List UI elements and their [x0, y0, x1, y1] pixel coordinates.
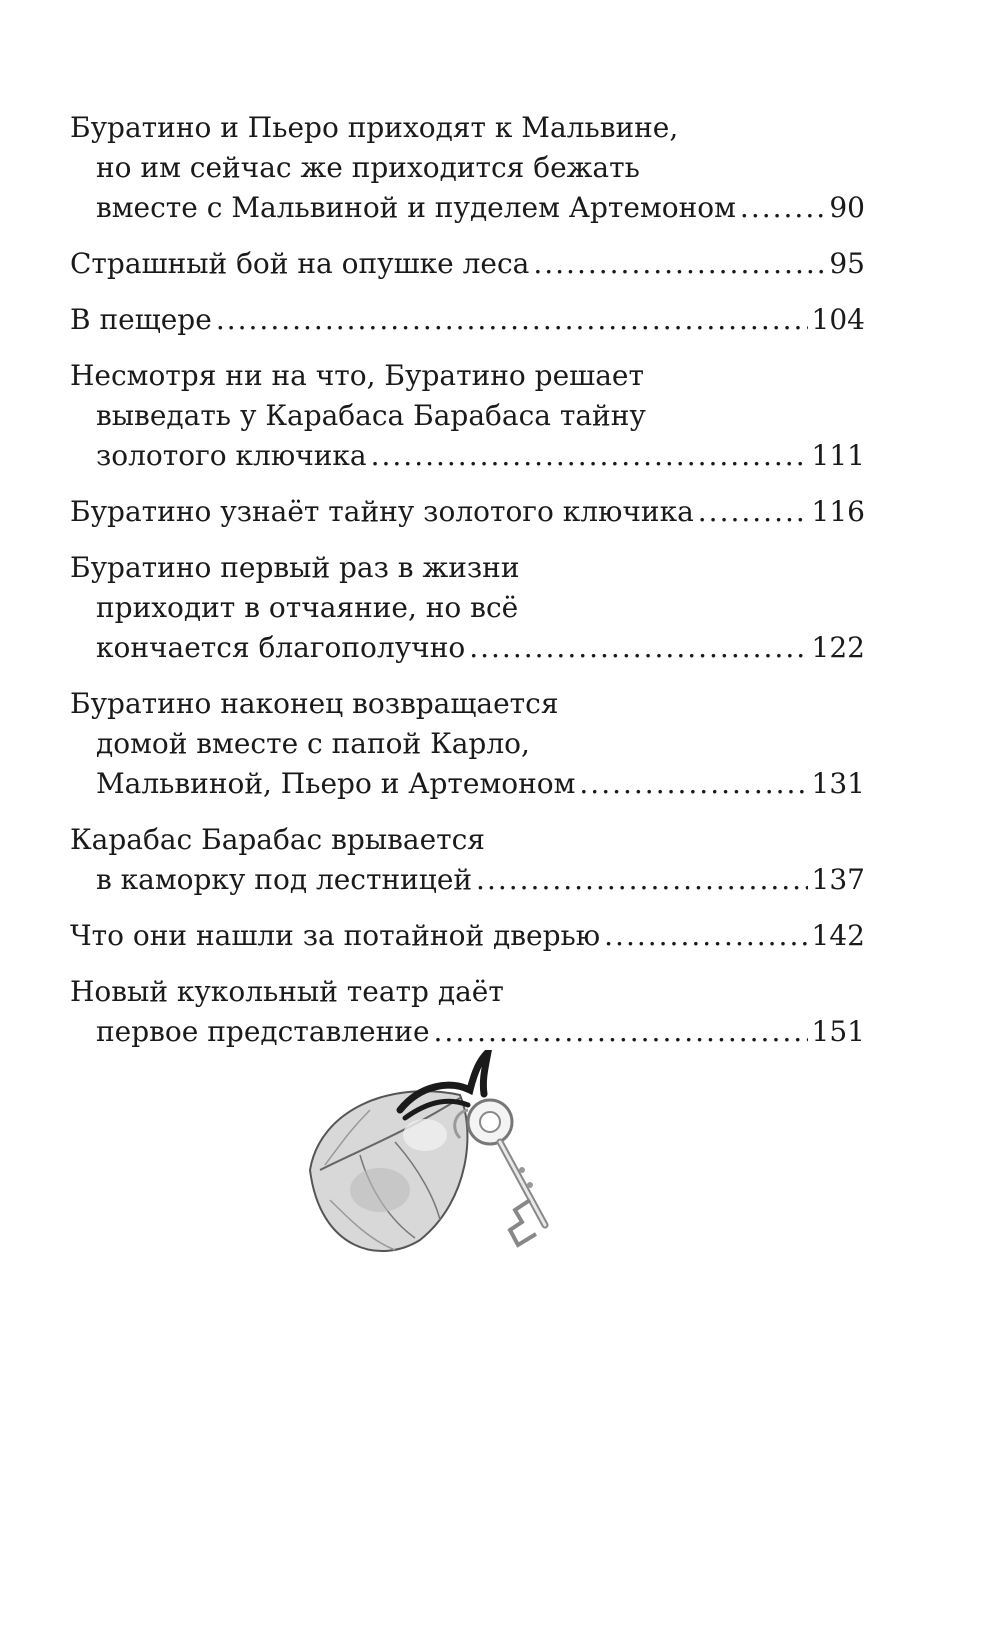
- toc-entry: [70, 108, 865, 228]
- page-number: 122: [811, 631, 865, 664]
- toc-entry-line: Буратино наконец возвращается: [70, 687, 559, 720]
- toc-entry-line: первое представление: [96, 1015, 430, 1048]
- dot-leader: [434, 1012, 808, 1052]
- toc-entry-line: Буратино узнаёт тайну золотого ключика: [70, 495, 694, 528]
- toc-entry: [70, 492, 865, 532]
- dot-leader: [476, 860, 808, 900]
- toc-entry: [70, 684, 865, 804]
- dot-leader: [216, 300, 808, 340]
- toc-entry: [70, 244, 865, 284]
- toc-entry-line: Несмотря ни на что, Буратино решает: [70, 359, 644, 392]
- toc-entry: [70, 820, 865, 900]
- page-number: 142: [811, 919, 865, 952]
- toc-entry: [70, 916, 865, 956]
- golden-key-illustration: [300, 1050, 590, 1280]
- page-number: 131: [811, 767, 865, 800]
- toc-entry-line: кончается благополучно: [96, 631, 466, 664]
- toc-entry: [70, 300, 865, 340]
- toc-entry-line: Что они нашли за потайной дверью: [70, 919, 601, 952]
- dot-leader: [698, 492, 808, 532]
- toc-entry-line: выведать у Карабаса Барабаса тайну: [96, 399, 646, 432]
- toc-entry-line: в каморку под лестницей: [96, 863, 473, 896]
- page-number: 111: [811, 439, 865, 472]
- toc-entry-line: Новый кукольный театр даёт: [70, 975, 504, 1008]
- dot-leader: [469, 628, 807, 668]
- dot-leader: [740, 188, 825, 228]
- toc-entry-line: но им сейчас же приходится бежать: [96, 151, 640, 184]
- toc-entry-line: вместе с Мальвиной и пуделем Артемоном: [96, 191, 736, 224]
- toc-entry-line: золотого ключика: [96, 439, 367, 472]
- toc-entry-line: домой вместе с папой Карло,: [96, 727, 530, 760]
- page-number: 137: [811, 863, 865, 896]
- toc-entry-line: Буратино первый раз в жизни: [70, 551, 520, 584]
- toc-entry-line: Карабас Барабас врывается: [70, 823, 485, 856]
- dot-leader: [604, 916, 807, 956]
- table-of-contents: [70, 108, 865, 1068]
- dot-leader: [579, 764, 807, 804]
- toc-entry: [70, 548, 865, 668]
- toc-entry-line: Страшный бой на опушке леса: [70, 247, 530, 280]
- page-number: 95: [829, 247, 865, 280]
- dot-leader: [533, 244, 825, 284]
- page-number: 116: [811, 495, 865, 528]
- toc-entry: [70, 972, 865, 1052]
- toc-entry-line: Мальвиной, Пьеро и Артемоном: [96, 767, 576, 800]
- page-number: 104: [811, 303, 865, 336]
- toc-entry: [70, 356, 865, 476]
- toc-entry-line: В пещере: [70, 303, 212, 336]
- dot-leader: [371, 436, 808, 476]
- page-number: 90: [829, 191, 865, 224]
- golden-key-icon: [300, 1050, 590, 1280]
- page-number: 151: [811, 1015, 865, 1048]
- toc-entry-line: Буратино и Пьеро приходят к Мальвине,: [70, 111, 679, 144]
- toc-entry-line: приходит в отчаяние, но всё: [96, 591, 519, 624]
